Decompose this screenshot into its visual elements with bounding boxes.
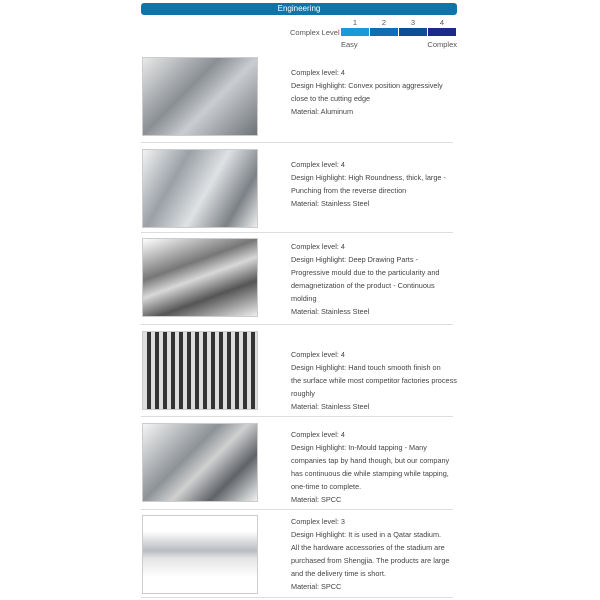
- level-number: 3: [410, 18, 416, 27]
- design-highlight: Progressive mould due to the particularity and: [291, 268, 440, 277]
- design-highlight: has continuous die while stamping while tapping,: [291, 469, 449, 478]
- design-highlight: one-time to complete.: [291, 482, 362, 491]
- complex-level: Complex level: 4: [291, 242, 345, 251]
- legend-label: Complex Level: [290, 28, 340, 37]
- product-description: [291, 158, 461, 210]
- design-highlight: purchased from Shengjia. The products are large: [291, 556, 450, 565]
- material: Material: Stainless Steel: [291, 307, 370, 316]
- product-image: [142, 515, 258, 594]
- design-highlight: Design Highlight: Convex position aggressively: [291, 81, 443, 90]
- product-row: [141, 233, 453, 325]
- level-number: 2: [381, 18, 387, 27]
- level-swatch-3: [399, 28, 427, 36]
- design-highlight: Design Highlight: In-Mould tapping - Many: [291, 443, 427, 452]
- section-title: Engineering: [141, 3, 457, 15]
- design-highlight: the surface while most competitor factories process: [291, 376, 457, 385]
- design-highlight: All the hardware accessories of the stadium are: [291, 543, 445, 552]
- level-number: 1: [352, 18, 358, 27]
- product-image: [142, 57, 258, 136]
- product-row: [141, 417, 453, 510]
- level-swatch-2: [370, 28, 398, 36]
- material: Material: SPCC: [291, 582, 342, 591]
- complexity-legend: [285, 18, 460, 50]
- design-highlight: companies tap by hand though, but our company: [291, 456, 450, 465]
- product-description: [291, 515, 461, 593]
- material: Material: Aluminum: [291, 107, 354, 116]
- design-highlight: Design Highlight: It is used in a Qatar stadium.: [291, 530, 442, 539]
- product-row: [141, 52, 453, 143]
- product-row: [141, 143, 453, 233]
- design-highlight: Punching from the reverse direction: [291, 186, 407, 195]
- design-highlight: molding: [291, 294, 317, 303]
- design-highlight: and the delivery time is short.: [291, 569, 386, 578]
- level-number: 4: [439, 18, 445, 27]
- product-image: [142, 149, 258, 228]
- complex-level: Complex level: 4: [291, 430, 345, 439]
- design-highlight: Design Highlight: High Roundness, thick, large -: [291, 173, 446, 182]
- legend-easy: Easy: [341, 40, 358, 49]
- product-image: [142, 423, 258, 502]
- design-highlight: Design Highlight: Deep Drawing Parts -: [291, 255, 418, 264]
- material: Material: SPCC: [291, 495, 342, 504]
- complex-level: Complex level: 4: [291, 68, 345, 77]
- complex-level: Complex level: 4: [291, 160, 345, 169]
- product-image: [142, 331, 258, 410]
- design-highlight: Design Highlight: Hand touch smooth finish on: [291, 363, 441, 372]
- design-highlight: close to the cutting edge: [291, 94, 371, 103]
- level-swatch-1: [341, 28, 369, 36]
- design-highlight: roughly: [291, 389, 315, 398]
- product-description: [291, 348, 461, 413]
- product-description: [291, 66, 461, 118]
- complex-level: Complex level: 3: [291, 517, 345, 526]
- product-description: [291, 428, 461, 506]
- product-description: [291, 240, 461, 318]
- complex-level: Complex level: 4: [291, 350, 345, 359]
- material: Material: Stainless Steel: [291, 402, 370, 411]
- material: Material: Stainless Steel: [291, 199, 370, 208]
- product-row: [141, 510, 453, 598]
- design-highlight: demagnetization of the product - Continuous: [291, 281, 435, 290]
- level-swatch-4: [428, 28, 456, 36]
- legend-complex: Complex: [427, 40, 457, 49]
- product-row: [141, 325, 457, 417]
- product-image: [142, 238, 258, 317]
